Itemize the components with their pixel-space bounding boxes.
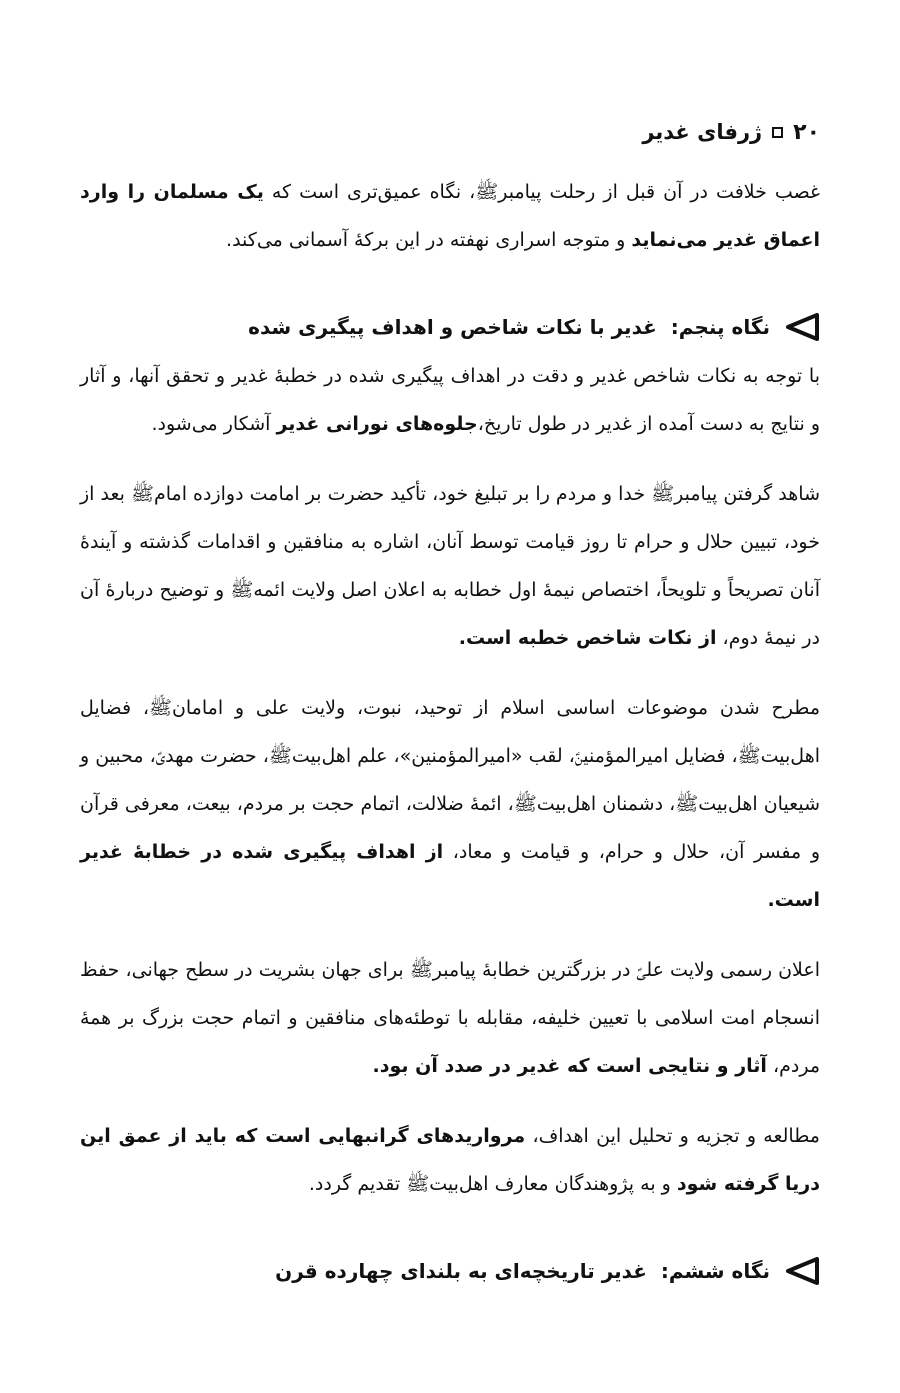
section5-paragraph-1 xyxy=(80,352,820,448)
honorific-imams: ﷺ xyxy=(131,483,154,505)
bold-run: از اهداف پیگیری شده در خطابهٔ غدیر است. xyxy=(80,841,820,911)
bold-run: جلوه‌های نورانی غدیر xyxy=(276,413,478,435)
section5-paragraph-2 xyxy=(80,470,820,662)
intro-paragraph xyxy=(80,168,820,264)
text-run: ، لقب «امیرالمؤمنین»، علم اهل‌بیت xyxy=(291,745,575,767)
honorific-imams: ﷺ xyxy=(513,793,537,815)
section-title: غدیر با نکات شاخص و اهداف پیگیری شده xyxy=(248,315,657,339)
section5-paragraph-4 xyxy=(80,946,820,1090)
bold-run: مرواریدهای گرانبهایی است که باید از عمق این دریا گرفته شود xyxy=(80,1125,820,1195)
section-label: نگاه ششم: xyxy=(660,1259,770,1283)
honorific-imams: ﷺ xyxy=(675,793,699,815)
text-run: ، حضرت مهدی xyxy=(155,745,269,767)
text-run: بعد از خود، تبیین حلال و حرام تا روز قیامت توسط آنان، اشاره به منافقین و اقدامات گذشته و آیندهٔ آنان تصریحاً و تلویحاً، اختصاص نیمهٔ اول خطابه به اعلان اصل ولایت ائمه xyxy=(80,483,820,601)
text-run: با توجه به نکات شاخص غدیر و دقت در اهداف پیگیری شده در خطبهٔ غدیر و تحقق آنها، و آثار و نتایج به دست آمده از غدیر در طول تاریخ، xyxy=(80,365,820,435)
section-title: غدیر تاریخچه‌ای به بلندای چهارده قرن xyxy=(275,1259,647,1283)
text-run: در بزرگترین خطابهٔ پیامبر xyxy=(432,959,637,981)
honorific-prophet: ﷺ xyxy=(409,959,433,981)
triangle-pointer-icon xyxy=(784,312,820,342)
triangle-pointer-icon xyxy=(784,1256,820,1286)
text-run: ، دشمنان اهل‌بیت xyxy=(536,793,676,815)
honorific-imams: ﷺ xyxy=(230,579,254,601)
section-heading-5 xyxy=(80,302,820,352)
text-run: شاهد گرفتن پیامبر xyxy=(674,483,820,505)
honorific-imams: ﷺ xyxy=(268,745,292,767)
honorific-imams: ﷺ xyxy=(406,1173,430,1195)
text-run: و به پژوهندگان معارف اهل‌بیت xyxy=(429,1173,677,1195)
square-ornament-icon xyxy=(772,127,783,138)
text-run: اعلان رسمی ولایت علی xyxy=(636,959,820,981)
page xyxy=(80,110,820,1296)
bold-run: یک مسلمان را وارد اعماق غدیر می‌نماید xyxy=(80,181,820,251)
section5-paragraph-3 xyxy=(80,684,820,924)
text-run: غصب خلافت در آن قبل از رحلت پیامبر xyxy=(498,181,820,203)
section-label: نگاه پنجم: xyxy=(670,315,770,339)
running-head xyxy=(80,110,820,154)
text-run: مطرح شدن موضوعات اساسی اسلام از توحید، نبوت، ولایت علی و امامان xyxy=(171,697,821,719)
text-run: تقدیم گردد. xyxy=(308,1173,407,1195)
text-run: ، نگاه عمیق‌تری است که xyxy=(263,181,476,203)
text-run: آشکار می‌شود. xyxy=(151,413,277,435)
bold-run: آثار و نتایجی است که غدیر در صدد آن بود. xyxy=(372,1055,767,1077)
section5-paragraph-5 xyxy=(80,1112,820,1208)
bold-run: از نکات شاخص خطبه است. xyxy=(458,627,717,649)
text-run: ، فضایل اهل‌بیت xyxy=(80,697,820,767)
honorific-imams: ﷺ xyxy=(148,697,172,719)
text-run: خدا و مردم را بر تبلیغ خود، تأکید حضرت بر امامت دوازده امام xyxy=(153,483,652,505)
section-heading-6 xyxy=(80,1246,820,1296)
text-run: و متوجه اسراری نهفته در این برکهٔ آسمانی می‌کند. xyxy=(226,229,632,251)
honorific-imams: ﷺ xyxy=(737,745,761,767)
text-run: ، ائمهٔ ضلالت، اتمام حجت بر مردم، بیعت، معرفی قرآن و مفسر آن، حلال و حرام، و قیامت و معاد، xyxy=(80,793,820,863)
honorific-prophet: ﷺ xyxy=(651,483,675,505)
text-run: و توضیح دربارهٔ آن در نیمهٔ دوم، xyxy=(80,579,820,649)
page-number: ۲۰ xyxy=(793,119,820,145)
text-run: ، فضایل امیرالمؤمنین xyxy=(574,745,738,767)
honorific-prophet: ﷺ xyxy=(475,181,499,203)
text-run: ، محبین و شیعیان اهل‌بیت xyxy=(79,745,821,815)
text-run: برای جهان بشریت در سطح جهانی، حفظ انسجام امت اسلامی با تعیین خلیفه، مقابله با توطئه‌های منافقین و اتمام حجت بزرگ بر همهٔ مردم، xyxy=(80,959,820,1077)
text-run: مطالعه و تجزیه و تحلیل این اهداف، xyxy=(525,1125,820,1147)
book-title: ژرفای غدیر xyxy=(642,120,763,144)
